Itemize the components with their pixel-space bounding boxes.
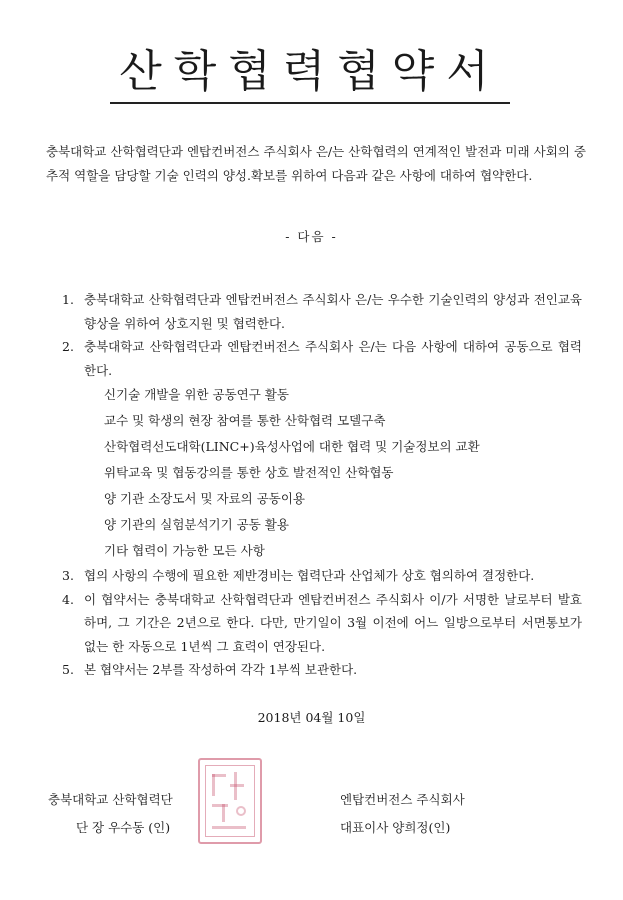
clause-item <box>62 588 582 659</box>
clause-item <box>62 335 582 382</box>
clause-number: 1. <box>62 292 74 307</box>
subitem: 양 기관의 실험분석기기 공동 활용 <box>104 517 289 532</box>
subitem: 양 기관 소장도서 및 자료의 공동이용 <box>104 491 305 506</box>
cooperation-subitems <box>104 382 582 564</box>
subitem: 산학협력선도대학(LINC+)육성사업에 대한 협력 및 기술정보의 교환 <box>104 439 480 454</box>
clause-text: 협의 사항의 수행에 필요한 제반경비는 협력단과 산업체가 상호 협의하여 결정한다. <box>84 568 535 583</box>
left-organization: 충북대학교 산학협력단 <box>48 792 173 807</box>
clause-item <box>62 564 582 588</box>
document-title: 산학협력협약서 <box>110 46 510 104</box>
intro-paragraph: 충북대학교 산학협력단과 엔탑컨버전스 주식회사 은/는 산학협력의 연계적인 발전과 미래 사회의 중추적 역할을 담당할 기술 인력의 양성.확보를 위하여 다음과 같은 사항에 대하여 협약한다. <box>46 144 586 183</box>
clause-text: 본 협약서는 2부를 작성하여 각각 1부씩 보관한다. <box>84 662 358 677</box>
clause-number: 3. <box>62 568 74 583</box>
right-signatory: 대표이사 양희정(인) <box>340 820 451 835</box>
section-divider-label: - 다음 - <box>285 229 338 244</box>
clause-item <box>62 658 582 682</box>
clause-number: 4. <box>62 591 74 607</box>
subitem: 위탁교육 및 협동강의를 통한 상호 발전적인 산학협동 <box>104 465 394 480</box>
clause-number: 2. <box>62 339 74 354</box>
clause-text: 이 협약서는 충북대학교 산학협력단과 엔탑컨버전스 주식회사 이/가 서명한 날로부터 발효하며, 그 기간은 2년으로 한다. 다만, 만기일이 3월 이전에 어느 일방으로부터 서면통보가 없는 한 자동으로 1년씩 그 효력이 연장된다. <box>84 591 582 654</box>
signature-right <box>340 786 465 842</box>
left-signatory: 단 장 우수동 (인) <box>76 820 171 835</box>
subitem: 신기술 개발을 위한 공동연구 활동 <box>104 387 289 402</box>
clause-text: 충북대학교 산학협력단과 엔탑컨버전스 주식회사 은/는 다음 사항에 대하여 공동으로 협력한다. <box>84 339 582 378</box>
clause-number: 5. <box>62 662 74 677</box>
official-seal-stamp <box>198 758 262 844</box>
subitem: 기타 협력이 가능한 모든 사항 <box>104 543 265 558</box>
clause-item <box>62 288 582 335</box>
right-organization: 엔탑컨버전스 주식회사 <box>340 792 465 807</box>
agreement-date: 2018년 04월 10일 <box>257 710 366 725</box>
clause-text: 충북대학교 산학협력단과 엔탑컨버전스 주식회사 은/는 우수한 기술인력의 양성과 전인교육향상을 위하여 상호지원 및 협력한다. <box>84 292 582 331</box>
subitem: 교수 및 학생의 현장 참여를 통한 산학협력 모델구축 <box>104 413 386 428</box>
clause-list <box>62 288 582 682</box>
signature-left <box>48 786 173 842</box>
